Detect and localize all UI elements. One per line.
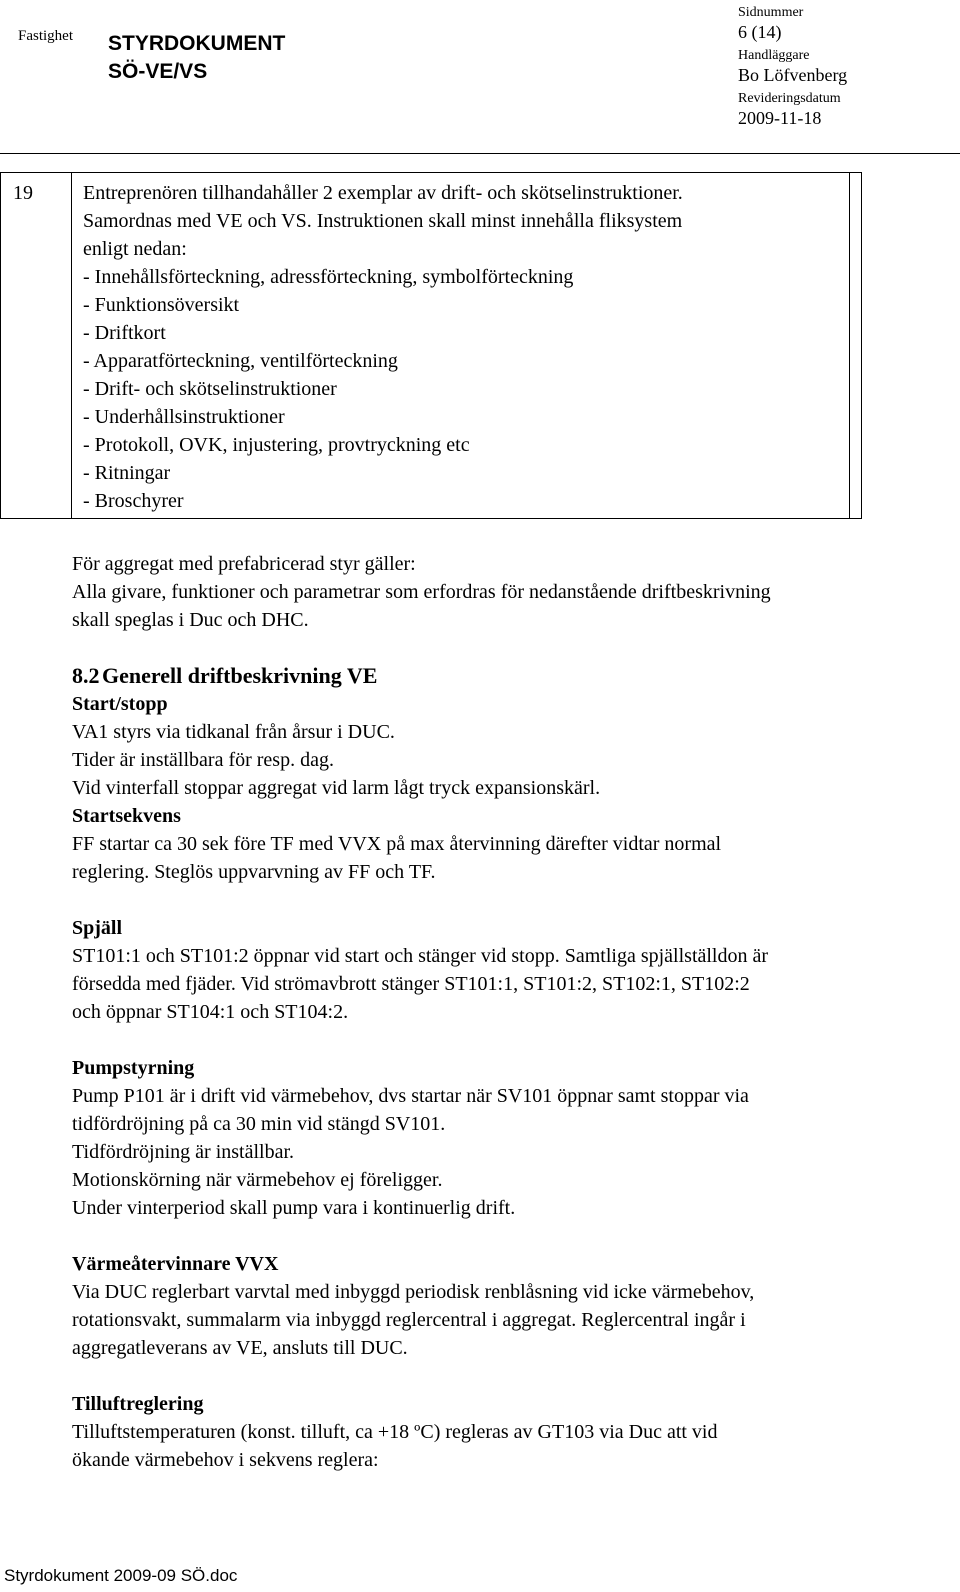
handlaggare-label: Handläggare: [738, 48, 810, 63]
item-19-text: [83, 179, 683, 515]
item-line: - Drift- och skötselinstruktioner: [83, 378, 337, 400]
doc-ref: SÖ-VE/VS: [108, 60, 208, 83]
tilluft-heading: Tilluftreglering: [72, 1393, 204, 1415]
doc-type: STYRDOKUMENT: [108, 32, 286, 55]
paragraph-line: Tilluftstemperaturen (konst. tilluft, ca +18 ºC) regleras av GT103 via Duc att vid: [72, 1421, 718, 1443]
paragraph-line: VA1 styrs via tidkanal från årsur i DUC.: [72, 721, 395, 743]
section-title: Generell driftbeskrivning VE: [102, 663, 378, 688]
paragraph-line: aggregatleverans av VE, ansluts till DUC.: [72, 1337, 408, 1359]
paragraph-line: och öppnar ST104:1 och ST104:2.: [72, 1001, 349, 1023]
item-line: - Broschyrer: [83, 490, 184, 512]
footer-filename: Styrdokument 2009-09 SÖ.doc: [4, 1566, 238, 1585]
item-line: - Funktionsöversikt: [83, 294, 240, 316]
item-line: - Ritningar: [83, 462, 171, 484]
intro-line: Alla givare, funktioner och parametrar som erfordras för nedanstående driftbeskrivning: [72, 581, 771, 603]
paragraph-line: Tidfördröjning är inställbar.: [72, 1141, 295, 1163]
intro-line: För aggregat med prefabricerad styr gäller:: [72, 553, 416, 575]
sidnummer-label: Sidnummer: [738, 5, 804, 20]
table-column-divider: [849, 173, 850, 518]
handlaggare-value: Bo Löfvenberg: [738, 65, 848, 85]
item-line: Samordnas med VE och VS. Instruktionen skall minst innehålla fliksystem: [83, 210, 683, 232]
item-number: 19: [13, 182, 33, 204]
paragraph-line: Via DUC reglerbart varvtal med inbyggd periodisk renblåsning vid icke värmebehov,: [72, 1281, 755, 1303]
paragraph-line: Vid vinterfall stoppar aggregat vid larm lågt tryck expansionskärl.: [72, 777, 601, 799]
paragraph-line: försedda med fjäder. Vid strömavbrott stänger ST101:1, ST101:2, ST102:1, ST102:2: [72, 973, 750, 995]
paragraph-line: Pump P101 är i drift vid värmebehov, dvs startar när SV101 öppnar samt stoppar via: [72, 1085, 749, 1107]
paragraph-line: Motionskörning när värmebehov ej föreligger.: [72, 1169, 443, 1191]
paragraph-line: Tider är inställbara för resp. dag.: [72, 749, 334, 771]
paragraph-line: Under vinterperiod skall pump vara i kontinuerlig drift.: [72, 1197, 516, 1219]
table-column-divider: [71, 173, 72, 518]
spjall-heading: Spjäll: [72, 917, 123, 939]
startsekvens-heading: Startsekvens: [72, 805, 181, 827]
paragraph-line: rotationsvakt, summalarm via inbyggd reglercentral i aggregat. Reglercentral ingår i: [72, 1309, 746, 1331]
item-line: - Innehållsförteckning, adressförteckning, symbolförteckning: [83, 266, 574, 288]
document-body: [72, 550, 952, 1474]
item-line: - Apparatförteckning, ventilförteckning: [83, 350, 398, 372]
item-19-table: [0, 172, 862, 519]
paragraph-line: tidfördröjning på ca 30 min vid stängd SV101.: [72, 1113, 446, 1135]
header-divider: [0, 153, 960, 154]
item-line: Entreprenören tillhandahåller 2 exemplar av drift- och skötselinstruktioner.: [83, 182, 683, 204]
revdatum-value: 2009-11-18: [738, 108, 822, 128]
item-line: - Driftkort: [83, 322, 166, 344]
sidnummer-value: 6 (14): [738, 22, 782, 42]
start-stopp-heading: Start/stopp: [72, 693, 168, 715]
section-number: 8.2: [72, 663, 100, 688]
item-line: - Protokoll, OVK, injustering, provtryckning etc: [83, 434, 470, 456]
vvx-heading: Värmeåtervinnare VVX: [72, 1253, 279, 1275]
paragraph-line: ST101:1 och ST101:2 öppnar vid start och stänger vid stopp. Samtliga spjällställdon är: [72, 945, 769, 967]
fastighet-label: Fastighet: [18, 28, 73, 44]
document-title: [108, 30, 285, 86]
item-line: enligt nedan:: [83, 238, 187, 260]
paragraph-line: ökande värmebehov i sekvens reglera:: [72, 1449, 379, 1471]
paragraph-line: reglering. Steglös uppvarvning av FF och TF.: [72, 861, 436, 883]
intro-line: skall speglas i Duc och DHC.: [72, 609, 309, 631]
paragraph-line: FF startar ca 30 sek före TF med VVX på max återvinning därefter vidtar normal: [72, 833, 722, 855]
header-meta: [738, 4, 847, 133]
revdatum-label: Revideringsdatum: [738, 91, 841, 106]
pumpstyrning-heading: Pumpstyrning: [72, 1057, 195, 1079]
item-line: - Underhållsinstruktioner: [83, 406, 285, 428]
